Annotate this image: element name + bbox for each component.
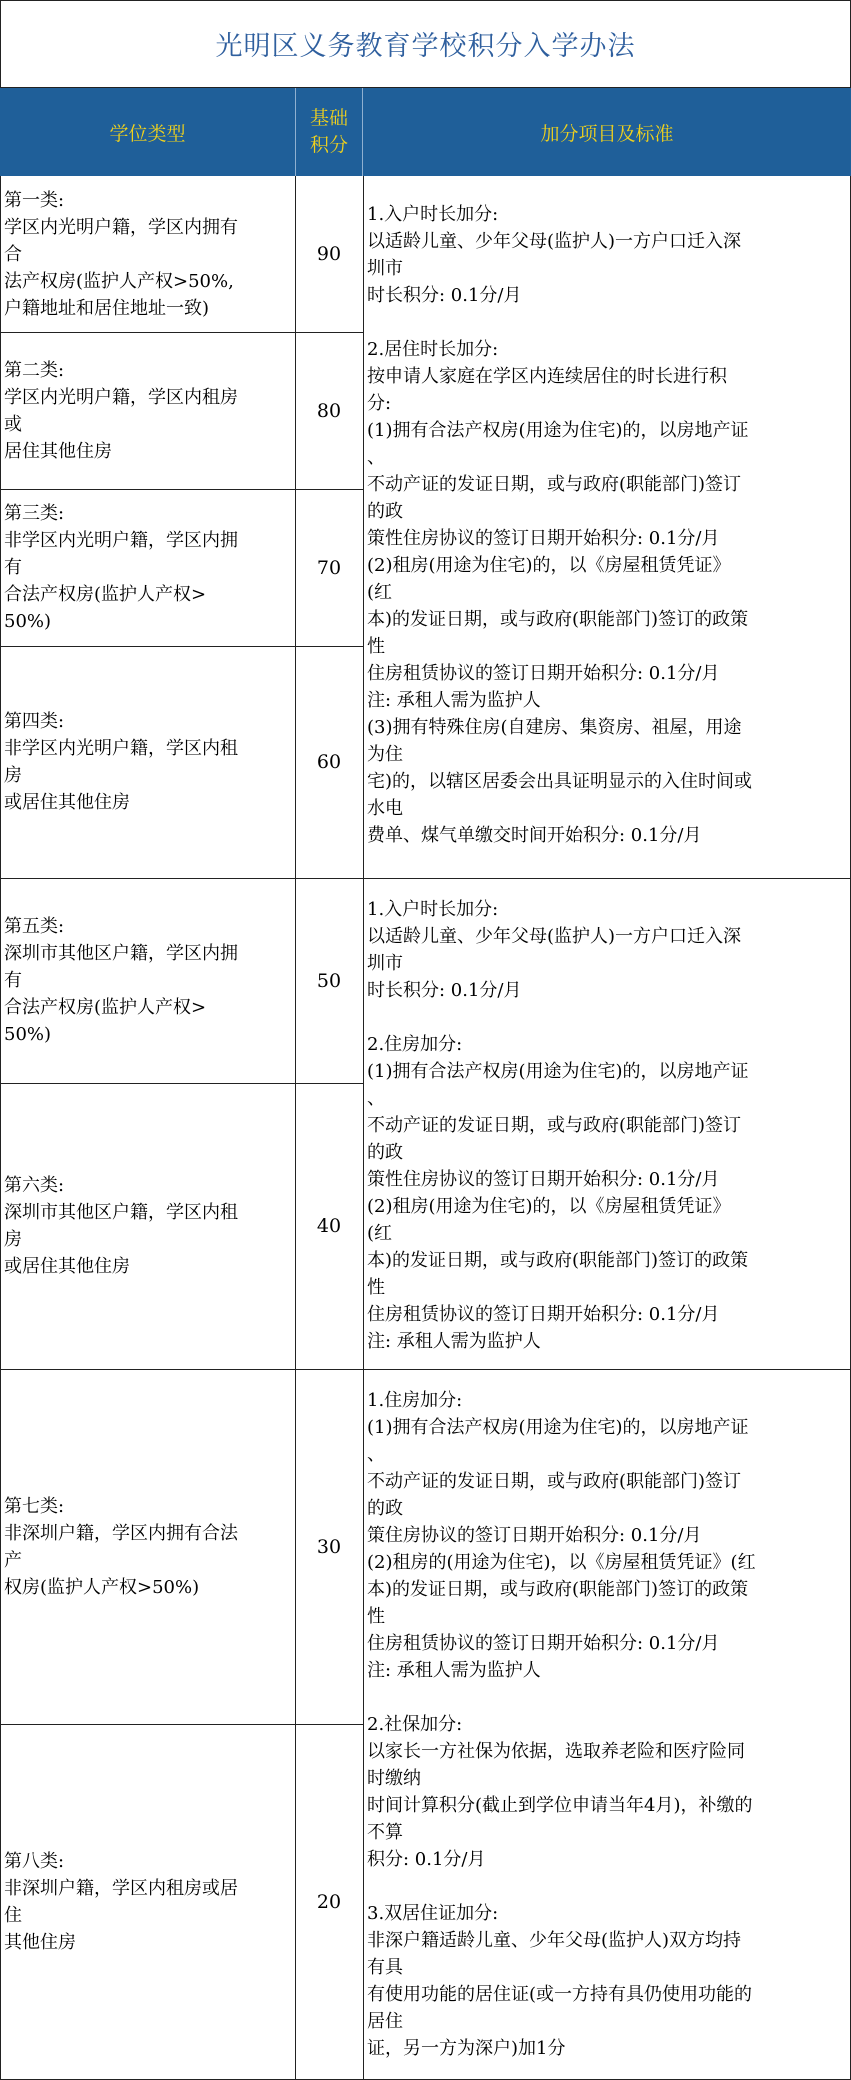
base-score-cell: 80 bbox=[316, 399, 342, 422]
category-cell: 第七类: 非深圳户籍，学区内拥有合法 产 权房(监护人产权>50%) bbox=[4, 1495, 238, 1598]
category-cell: 第二类: 学区内光明户籍，学区内租房 或 居住其他住房 bbox=[4, 359, 238, 462]
base-score-cell: 70 bbox=[316, 556, 342, 579]
base-score-cell: 60 bbox=[316, 751, 342, 773]
header-bonus: 加分项目及标准 bbox=[363, 88, 851, 176]
base-score-cell: 30 bbox=[316, 1535, 342, 1558]
category-cell: 第八类: 非深圳户籍，学区内租房或居 住 其他住房 bbox=[4, 1851, 238, 1953]
category-cell: 第三类: 非学区内光明户籍，学区内拥 有 合法产权房(监护人产权> 50%) bbox=[4, 503, 238, 632]
category-cell: 第六类: 深圳市其他区户籍，学区内租 房 或居住其他住房 bbox=[4, 1175, 238, 1277]
bonus-description: 1.入户时长加分: 以适龄儿童、少年父母(监护人)一方户口迁入深 圳市 时长积分: 0.1分/月 2.住房加分: (1)拥有合法产权房(用途为住宅)的，以房地产证 、 不动产证的发证日期，或与政府(职能部门)签订 的政 策性住房协议的签订日期开始积分: 0.1分/月 (2)租房(用途为住宅)的，以《房屋租赁凭证》 (红 本)的发证日期，或与政府(职能部门)签订的政策 性 住房租赁协议的签订日期开始积分: 0.1分/月 注: 承租人需为监护人 bbox=[367, 899, 749, 1352]
base-score-cell: 40 bbox=[316, 1215, 342, 1237]
category-cell: 第四类: 非学区内光明户籍，学区内租 房 或居住其他住房 bbox=[4, 711, 238, 813]
bonus-description: 1.住房加分: (1)拥有合法产权房(用途为住宅)的，以房地产证 、 不动产证的发证日期，或与政府(职能部门)签订 的政 策住房协议的签订日期开始积分: 0.1分/月 (2)租房的(用途为住宅)，以《房屋租赁凭证》(红 本)的发证日期，或与政府(职能部门)签订的政策 性 住房租赁协议的签订日期开始积分: 0.1分/月 注: 承租人需为监护人 2.社保加分: 以家长一方社保为依据，选取养老险和医疗险同 时缴纳 时间计算积分(截止到学位申请当年4月)，补缴的 不算 积分: 0.1分/月 3.双居住证加分: 非深户籍适龄儿童、少年父母(监护人)双方均持 有具 有使用功能的居住证(或一方持有具仍使用功能的 居住 证，另一方为深户)加1分 bbox=[367, 1390, 756, 2059]
base-score-cell: 20 bbox=[316, 1891, 342, 1913]
base-score-cell: 90 bbox=[316, 243, 342, 265]
page-title: 光明区义务教育学校积分入学办法 bbox=[0, 0, 851, 88]
category-cell: 第五类: 深圳市其他区户籍，学区内拥 有 合法产权房(监护人产权> 50%) bbox=[4, 916, 238, 1045]
header-base-score: 基础 积分 bbox=[295, 88, 363, 176]
category-cell: 第一类: 学区内光明户籍，学区内拥有 合 法产权房(监护人产权>50%, 户籍地址和居住地址一致) bbox=[4, 189, 238, 319]
base-score-cell: 50 bbox=[316, 969, 342, 992]
bonus-description: 1.入户时长加分: 以适龄儿童、少年父母(监护人)一方户口迁入深 圳市 时长积分: 0.1分/月 2.居住时长加分: 按申请人家庭在学区内连续居住的时长进行积 分: (1)拥有合法产权房(用途为住宅)的，以房地产证 、 不动产证的发证日期，或与政府(职能部门)签订 的政 策性住房协议的签订日期开始积分: 0.1分/月 (2)租房(用途为住宅)的，以《房屋租赁凭证》 (红 本)的发证日期，或与政府(职能部门)签订的政策 性 住房租赁协议的签订日期开始积分: 0.1分/月 注: 承租人需为监护人 (3)拥有特殊住房(自建房、集资房、祖屋，用途 为住 宅)的，以辖区居委会出具证明显示的入住时间或 水电 费单、煤气单缴交时间开始积分: 0.1分/月 bbox=[367, 204, 753, 846]
header-category: 学位类型 bbox=[0, 88, 295, 176]
